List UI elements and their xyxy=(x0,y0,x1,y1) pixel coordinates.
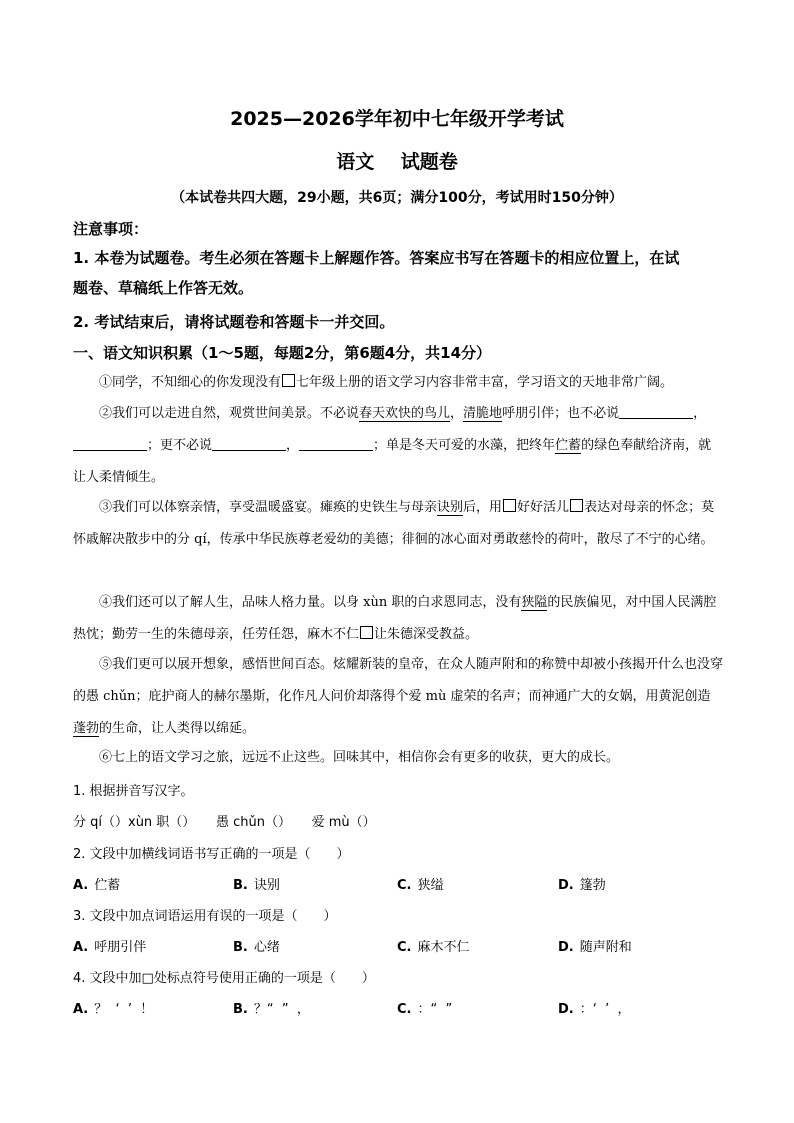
underlined-phrase: 蓬勃 xyxy=(73,721,100,736)
passage-text: 呼朋引伴；也不必说 xyxy=(502,406,620,421)
notice-item-2: 2. 考试结束后，请将试题卷和答题卡一并交回。 xyxy=(73,313,395,331)
passage-paragraph-6: ⑥七上的语文学习之旅，远远不止这些。回味其中，相信你会有更多的收获，更大的成长。 xyxy=(99,750,620,765)
exam-info-note: （本试卷共四大题，29小题，共6页；满分100分，考试用时150分钟） xyxy=(171,190,623,206)
passage-text: ；单是冬天可爱的水藻，把终年 xyxy=(373,438,556,453)
notice-item-1-line-1: 1. 本卷为试题卷。考生必须在答题卡上解题作答。答案应书写在答题卡的相应位置上，在试 xyxy=(73,249,680,267)
notice-heading: 注意事项： xyxy=(73,220,149,238)
passage-paragraph-3 xyxy=(73,492,723,556)
question-3: 3. 文段中加点词语运用有误的一项是（ ） xyxy=(73,909,337,924)
underlined-phrase: 春天欢快的鸟儿 xyxy=(359,406,451,421)
passage-text: 好好活儿 xyxy=(517,500,570,515)
passage-text: ， xyxy=(450,406,464,421)
passage-text: ②我们可以走进自然，观赏世间美景。不必说 xyxy=(99,406,360,421)
question-4: 4. 文段中加□处标点符号使用正确的一项是（ ） xyxy=(73,971,375,986)
passage-text: ③我们可以体察亲情，享受温暖盛宴。瘫痪的史铁生与母亲 xyxy=(99,500,438,515)
exam-subtitle: 语文 试题卷 xyxy=(336,151,458,173)
punctuation-box xyxy=(360,626,373,639)
passage-text: ⑤我们更可以展开想象，感悟世间百态。炫耀新装的皇帝，在众人随声附和的称赞中却被小孩揭开什么也没穿的愚 chǔn；庇护商人的赫尔墨斯，化作凡人问价却落得个爱 mù 虚荣的名声；而神通广大的女娲，用黄泥创造 xyxy=(73,657,724,704)
q3-option-d: D. 随声附和 xyxy=(558,940,632,955)
question-1-items: 分 qí（）xùn 职（） 愚 chǔn（） 爱 mù（） xyxy=(73,815,376,830)
passage-text: 的民族偏见，对中国人民满腔热忱；勤劳一生的朱德母亲，任劳任怨，麻木不仁 xyxy=(73,595,717,642)
passage-text: ④我们还可以了解人生，品味人格力量。以身 xùn 职的白求恩同志，没有 xyxy=(99,595,522,610)
passage-paragraph-1 xyxy=(73,367,723,399)
question-1: 1. 根据拼音写汉字。 xyxy=(73,784,194,799)
passage-paragraph-2 xyxy=(73,398,723,494)
underlined-phrase: 诀别 xyxy=(437,500,464,515)
q2-option-b: B. 诀别 xyxy=(233,878,280,893)
passage-text: 的生命，让人类得以绵延。 xyxy=(99,721,256,736)
fill-blank xyxy=(212,436,286,451)
section-1-heading: 一、语文知识积累（1～5题，每题2分，第6题4分，共14分） xyxy=(73,344,492,362)
fill-blank xyxy=(299,436,373,451)
underlined-phrase: 清脆地 xyxy=(463,406,503,421)
passage-text: 的绿色奉献给济南，就让人柔情倾生。 xyxy=(73,438,712,485)
passage-text: 让朱德深受教益。 xyxy=(374,627,479,642)
passage-text: ；更不必说 xyxy=(147,438,213,453)
q3-option-a: A. 呼朋引伴 xyxy=(73,940,147,955)
q2-option-c: C. 狭缢 xyxy=(397,878,444,893)
q4-option-c: C. ：“ ” xyxy=(397,1002,453,1017)
fill-blank xyxy=(73,436,147,451)
question-2: 2. 文段中加横线词语书写正确的一项是（ ） xyxy=(73,847,350,862)
passage-text: ， xyxy=(286,438,300,453)
underlined-phrase: 狭隘 xyxy=(521,595,548,610)
passage-text: 后，用 xyxy=(463,500,503,515)
punctuation-box xyxy=(570,499,583,512)
q3-option-c: C. 麻木不仁 xyxy=(397,940,470,955)
passage-text: ①同学，不知细心的你发现没有 xyxy=(99,375,282,390)
passage-text: ， xyxy=(693,406,707,421)
q4-option-a: A. ？ ‘ ’ ！ xyxy=(73,1002,154,1017)
q4-option-d: D. ：‘ ’ ， xyxy=(558,1002,631,1017)
passage-text: 七年级上册的语文学习内容非常丰富，学习语文的天地非常广阔。 xyxy=(296,375,674,390)
underlined-phrase: 伫蓄 xyxy=(555,438,582,453)
fill-blank xyxy=(619,404,693,419)
punctuation-box xyxy=(282,374,295,387)
passage-paragraph-5 xyxy=(73,649,723,745)
passage-text: 表达对母亲的怀念；莫怀戚解决散步中的分 qí，传承中华民族尊老爱幼的美德；徘徊的冰心面对勇敢慈怜的荷叶，散尽了不宁的心绪。 xyxy=(73,500,715,547)
notice-item-1-line-2: 题卷、草稿纸上作答无效。 xyxy=(73,279,254,297)
q2-option-d: D. 篷勃 xyxy=(558,878,606,893)
q3-option-b: B. 心绪 xyxy=(233,940,280,955)
exam-title: 2025—2026学年初中七年级开学考试 xyxy=(230,108,564,130)
passage-paragraph-4 xyxy=(73,587,723,651)
punctuation-box xyxy=(503,499,516,512)
q4-option-b: B. ？“ ” ， xyxy=(233,1002,310,1017)
q2-option-a: A. 伫蓄 xyxy=(73,878,121,893)
